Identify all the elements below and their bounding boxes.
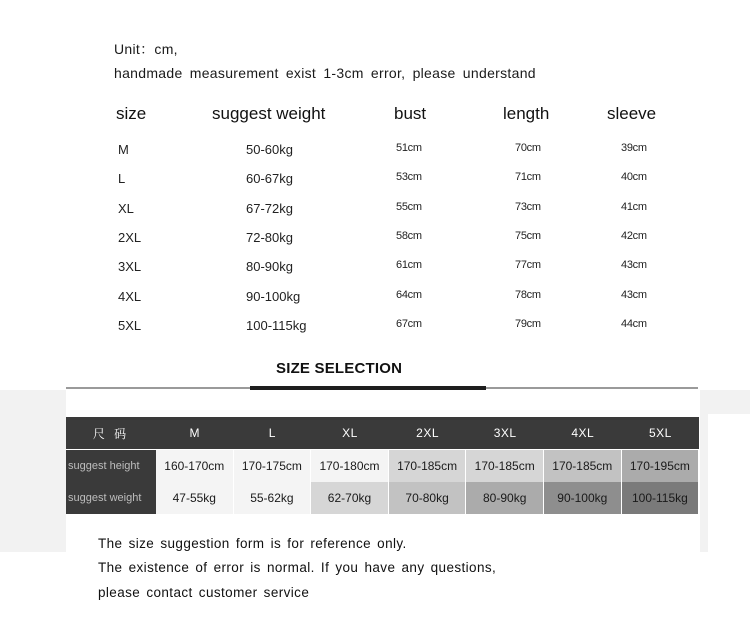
size-table-cell-size: 4XL bbox=[118, 288, 142, 304]
selection-size-header: 4XL bbox=[571, 426, 595, 440]
size-table-cell-size: XL bbox=[118, 200, 134, 216]
size-table-cell-sleeve: 40cm bbox=[621, 171, 647, 184]
size-table-cell-size: L bbox=[118, 171, 126, 187]
size-table-cell-weight: 100-115kg bbox=[246, 317, 307, 333]
size-table-cell-length: 71cm bbox=[515, 171, 541, 184]
header-sleeve: sleeve bbox=[607, 104, 657, 123]
suggest-height-cell: 170-185cm bbox=[466, 450, 543, 482]
size-table-cell-bust: 58cm bbox=[396, 229, 422, 242]
size-table-cell-weight: 67-72kg bbox=[246, 200, 293, 216]
size-table-cell-size: 2XL bbox=[118, 229, 142, 245]
suggest-weight-row bbox=[66, 482, 699, 514]
suggest-weight-cell: 90-100kg bbox=[544, 482, 621, 514]
suggest-height-cell: 160-170cm bbox=[156, 450, 233, 482]
suggest-weight-cell: 55-62kg bbox=[234, 482, 311, 514]
suggest-weight-cell: 47-55kg bbox=[156, 482, 233, 514]
size-selection-title: SIZE SELECTION bbox=[276, 360, 403, 377]
selection-size-header: 3XL bbox=[493, 426, 517, 440]
size-table-cell-weight: 80-90kg bbox=[246, 259, 293, 275]
weight-label: suggest weight bbox=[66, 482, 156, 514]
height-label: suggest height bbox=[66, 450, 156, 482]
header-label: 尺 码 bbox=[92, 426, 130, 441]
size-table-cell-length: 77cm bbox=[515, 259, 541, 272]
size-table-cell-length: 79cm bbox=[515, 317, 541, 330]
size-table-cell-sleeve: 39cm bbox=[621, 142, 647, 154]
intro-note: handmade measurement exist 1-3cm error, please understand bbox=[114, 65, 536, 81]
suggest-height-row bbox=[66, 450, 699, 482]
size-table-cell-bust: 67cm bbox=[396, 317, 422, 330]
suggest-weight-cell: 80-90kg bbox=[466, 482, 543, 514]
size-table-cell-sleeve: 44cm bbox=[621, 317, 647, 330]
gray-band-right bbox=[700, 390, 750, 414]
size-table-cell-length: 73cm bbox=[515, 200, 541, 213]
size-table-cell-weight: 60-67kg bbox=[246, 171, 293, 187]
size-table-cell-size: M bbox=[118, 142, 129, 157]
size-table-cell-weight: 90-100kg bbox=[246, 288, 301, 304]
size-table-cell-sleeve: 43cm bbox=[621, 288, 647, 301]
size-table-cell-bust: 61cm bbox=[396, 259, 422, 272]
suggest-height-cell: 170-185cm bbox=[544, 450, 621, 482]
suggest-weight-cell: 100-115kg bbox=[622, 482, 699, 514]
footer-line-3: please contact customer service bbox=[98, 585, 310, 600]
selection-size-header: L bbox=[268, 426, 276, 440]
header-bust: bust bbox=[394, 104, 427, 123]
size-table-cell-sleeve: 42cm bbox=[621, 229, 647, 242]
suggest-height-cell: 170-185cm bbox=[389, 450, 466, 482]
size-table-cell-length: 78cm bbox=[515, 288, 541, 301]
size-table-cell-bust: 51cm bbox=[396, 142, 422, 154]
suggest-height-cell: 170-180cm bbox=[311, 450, 388, 482]
selection-size-header: XL bbox=[342, 426, 358, 440]
footer-line-2: The existence of error is normal. If you have any questions, bbox=[98, 560, 497, 575]
header-length: length bbox=[503, 104, 550, 123]
suggest-height-cell: 170-175cm bbox=[234, 450, 311, 482]
suggest-height-cell: 170-195cm bbox=[622, 450, 699, 482]
selection-size-header: 5XL bbox=[648, 426, 672, 440]
size-table-cell-size: 3XL bbox=[118, 259, 142, 275]
gray-band-left bbox=[0, 390, 66, 552]
size-table-cell-length: 70cm bbox=[515, 142, 541, 154]
size-table-cell-weight: 50-60kg bbox=[246, 142, 293, 157]
size-table-cell-size: 5XL bbox=[118, 317, 142, 333]
size-table-cell-weight: 72-80kg bbox=[246, 229, 293, 245]
selection-header-row bbox=[66, 417, 699, 449]
footer-line-1: The size suggestion form is for reference only. bbox=[98, 536, 407, 551]
intro-unit: Unit：cm, bbox=[114, 41, 178, 57]
selection-size-header: M bbox=[189, 426, 201, 440]
size-table-cell-sleeve: 41cm bbox=[621, 200, 647, 213]
header-size: size bbox=[116, 104, 147, 123]
size-table-cell-bust: 53cm bbox=[396, 171, 422, 184]
header-weight: suggest weight bbox=[212, 104, 326, 123]
gray-band-right-edge bbox=[700, 414, 708, 552]
selection-size-header: 2XL bbox=[416, 426, 440, 440]
size-table-cell-bust: 64cm bbox=[396, 288, 422, 301]
size-table-cell-bust: 55cm bbox=[396, 200, 422, 213]
title-rule-accent bbox=[250, 386, 486, 390]
size-table-cell-sleeve: 43cm bbox=[621, 259, 647, 272]
size-table-cell-length: 75cm bbox=[515, 229, 541, 242]
suggest-weight-cell: 62-70kg bbox=[311, 482, 388, 514]
suggest-weight-cell: 70-80kg bbox=[389, 482, 466, 514]
